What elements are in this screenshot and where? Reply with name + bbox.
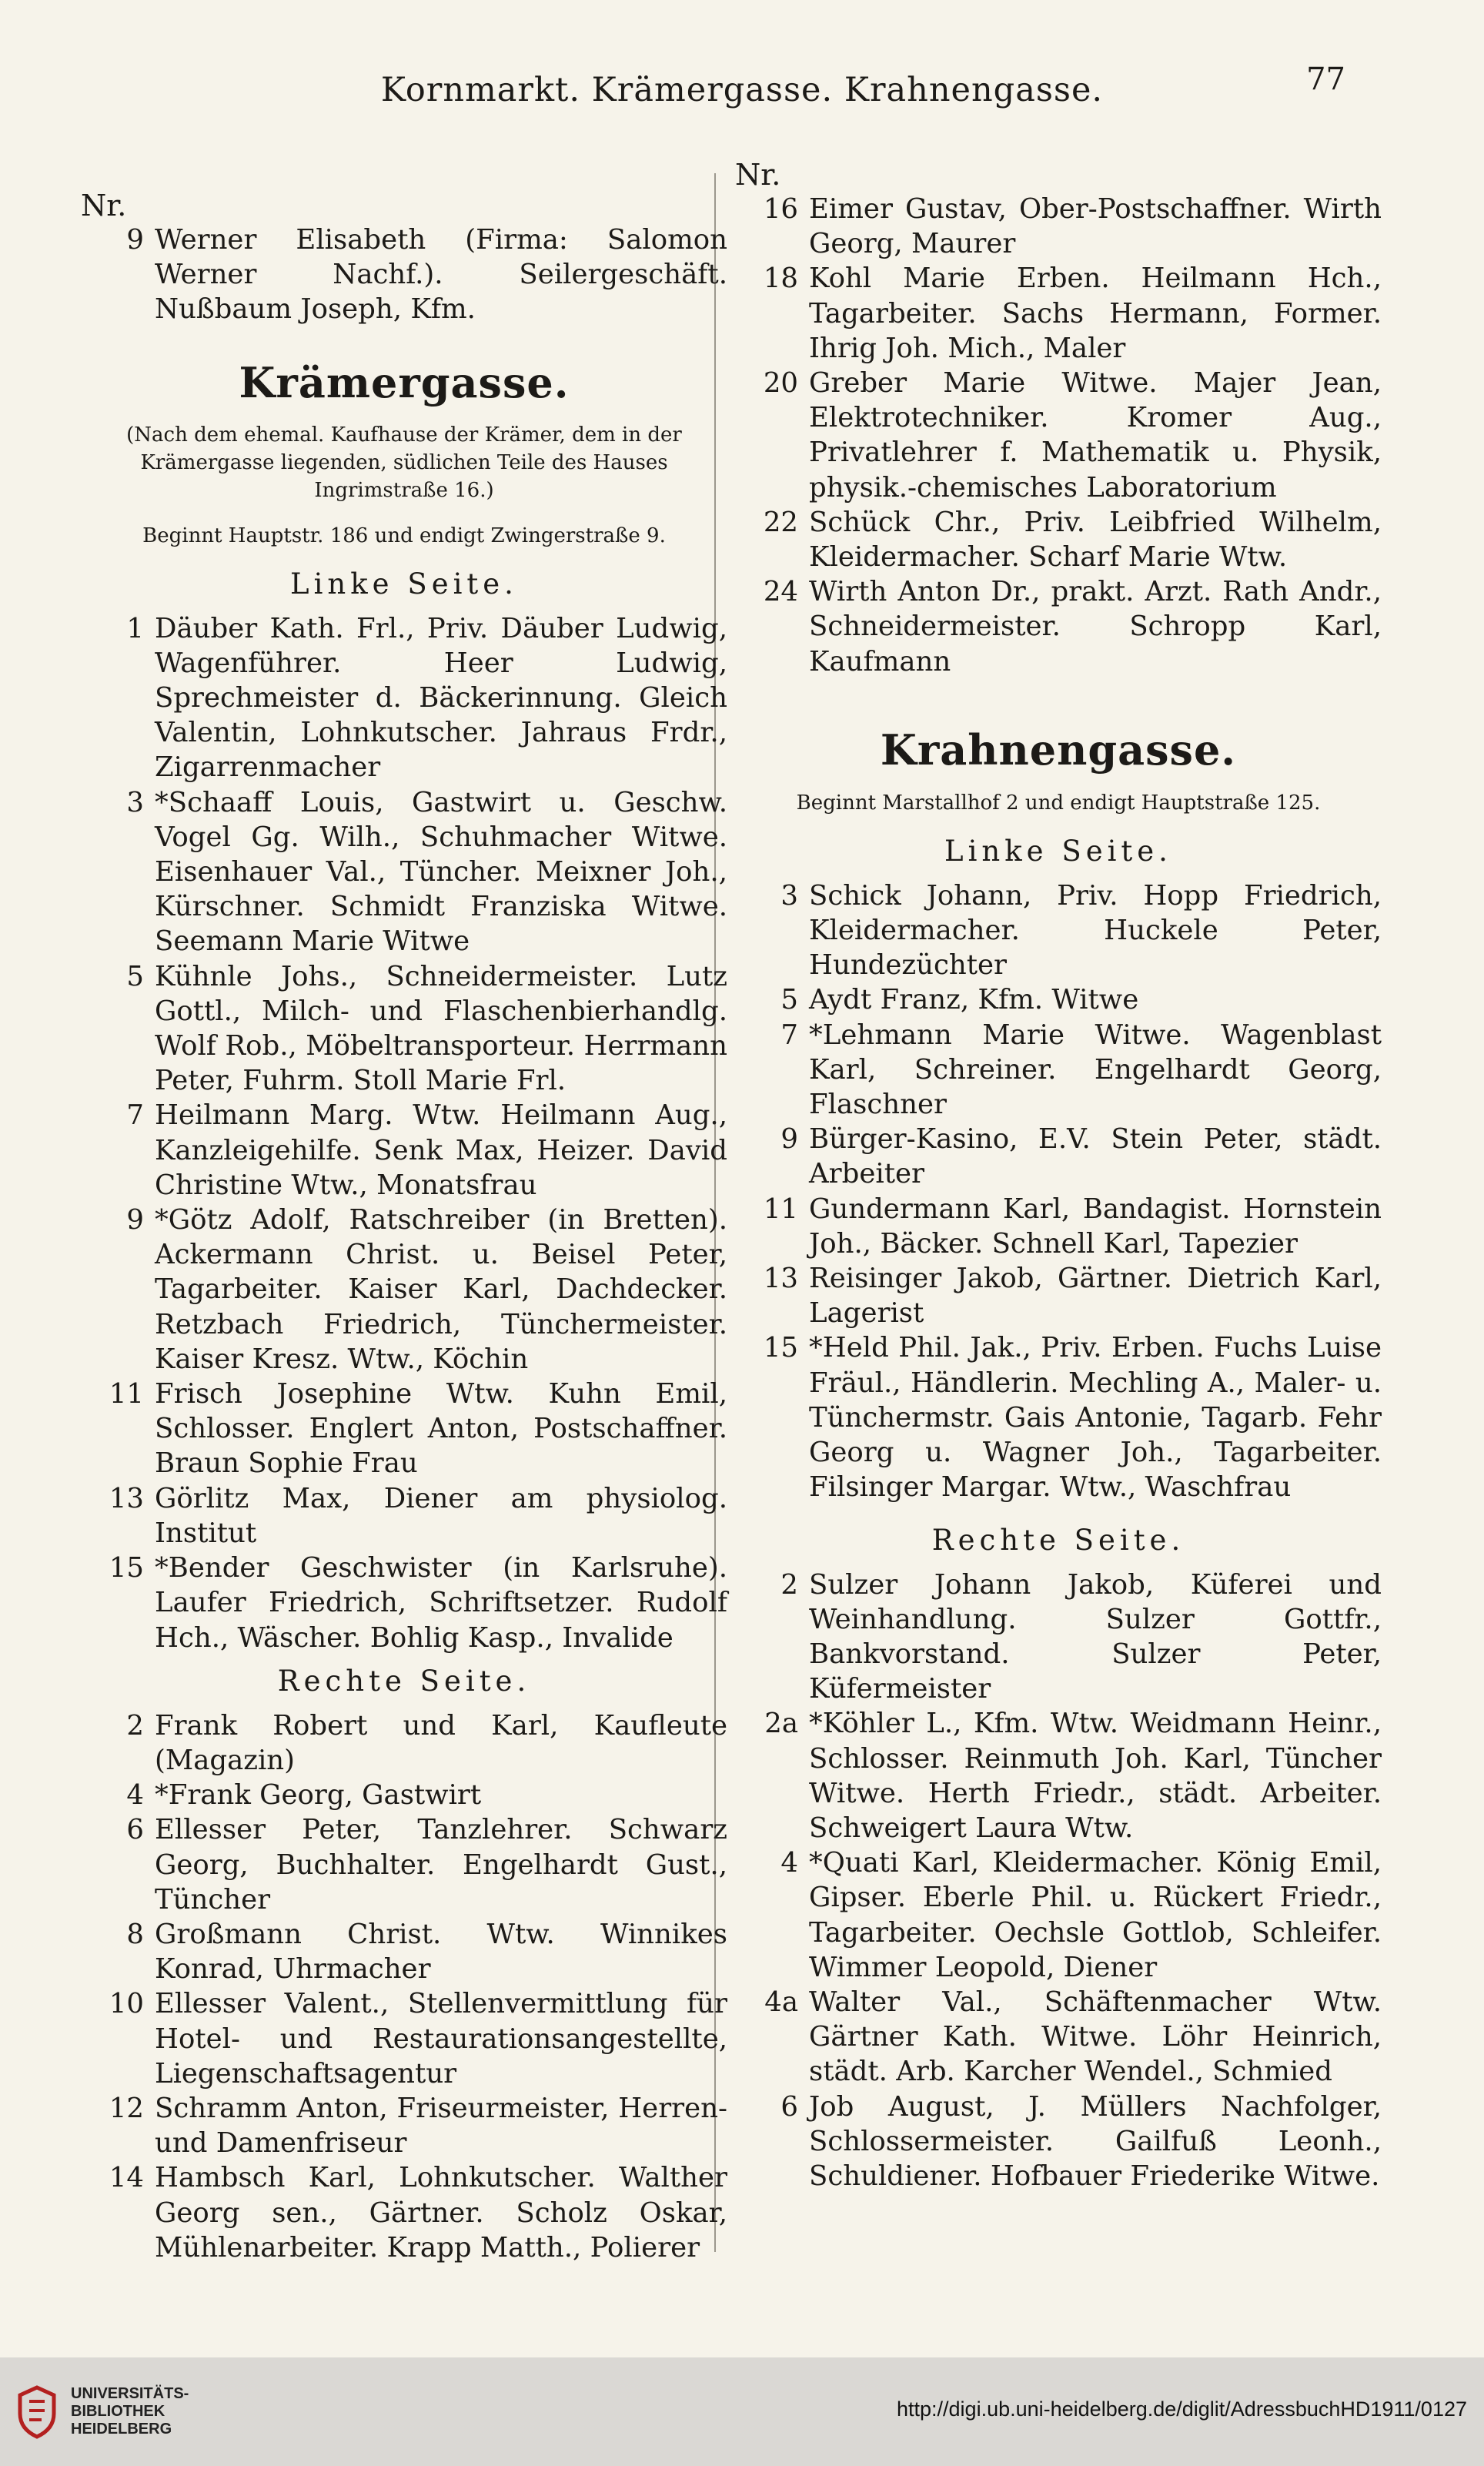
residents-text: *Held Phil. Jak., Priv. Erben. Fuchs Luise Fräul., Händlerin. Mechling A., Maler- u. Tünchermstr. Gais Antonie, Tagarb. Fehr Georg u. Wagner Joh., Tagarbeiter. Filsinger Margar. Wtw., Waschfrau bbox=[809, 1332, 1382, 1504]
house-number: 4 bbox=[780, 1847, 798, 1879]
residents-text: Reisinger Jakob, Gärtner. Dietrich Karl, Lagerist bbox=[809, 1263, 1382, 1330]
house-number: 22 bbox=[763, 506, 798, 538]
residents-text: Gundermann Karl, Bandagist. Hornstein Joh., Bäcker. Schnell Karl, Tapezier bbox=[809, 1193, 1382, 1260]
address-entry bbox=[81, 223, 727, 327]
viewer-footer bbox=[0, 2357, 1484, 2466]
house-number: 1 bbox=[126, 612, 144, 644]
page-number: 77 bbox=[1306, 62, 1345, 97]
house-number: 3 bbox=[126, 786, 144, 818]
house-number: 2 bbox=[780, 1568, 798, 1601]
address-entry bbox=[81, 1812, 727, 1917]
address-entry bbox=[735, 1192, 1382, 1261]
house-number: 15 bbox=[763, 1332, 798, 1364]
address-entry bbox=[735, 1985, 1382, 2090]
address-entry bbox=[81, 1708, 727, 1778]
address-entry bbox=[735, 1568, 1382, 1707]
residents-text: Job August, J. Müllers Nachfolger, Schlossermeister. Gailfuß Leonh., Schuldiener. Hofbauer Friederike Witwe. bbox=[809, 2090, 1382, 2192]
left-column bbox=[81, 189, 727, 2265]
house-number: 14 bbox=[109, 2162, 144, 2194]
address-entry bbox=[81, 1377, 727, 1481]
residents-text: *Bender Geschwister (in Karlsruhe). Laufer Friedrich, Schriftsetzer. Rudolf Hch., Wäscher. Bohlig Kasp., Invalide bbox=[155, 1552, 727, 1654]
house-number: 12 bbox=[109, 2092, 144, 2124]
residents-text: *Frank Georg, Gastwirt bbox=[155, 1779, 482, 1812]
residents-text: Werner Elisabeth (Firma: Salomon Werner Nachf.). Seilergeschäft. Nußbaum Joseph, Kfm. bbox=[155, 224, 727, 326]
address-entry bbox=[81, 1917, 727, 1986]
library-name: UNIVERSITÄTS- BIBLIOTHEK HEIDELBERG bbox=[71, 2385, 189, 2438]
residents-text: Frank Robert und Karl, Kaufleute (Magazin) bbox=[155, 1709, 727, 1776]
house-number: 11 bbox=[763, 1193, 798, 1225]
address-entry bbox=[735, 878, 1382, 983]
entry-list bbox=[735, 192, 1382, 679]
house-number: 24 bbox=[763, 576, 798, 608]
residents-text: Schück Chr., Priv. Leibfried Wilhelm, Kleidermacher. Scharf Marie Wtw. bbox=[809, 506, 1382, 574]
residents-text: *Lehmann Marie Witwe. Wagenblast Karl, Schreiner. Engelhardt Georg, Flaschner bbox=[809, 1019, 1382, 1121]
house-number: 3 bbox=[780, 879, 798, 912]
address-entry bbox=[81, 959, 727, 1099]
entry-list bbox=[735, 1568, 1382, 2194]
library-logo[interactable] bbox=[14, 2384, 189, 2440]
street-range: Beginnt Marstallhof 2 und endigt Hauptstraße 125. bbox=[796, 791, 1321, 815]
address-entry bbox=[735, 2090, 1382, 2194]
address-entry bbox=[735, 1845, 1382, 1985]
residents-text: Schick Johann, Priv. Hopp Friedrich, Kleidermacher. Huckele Peter, Hundezüchter bbox=[809, 879, 1382, 982]
address-entry bbox=[735, 574, 1382, 679]
residents-text: *Köhler L., Kfm. Wtw. Weidmann Heinr., Schlosser. Reinmuth Joh. Karl, Tüncher Witwe. Herth Friedr., städt. Arbeiter. Schweigert Laura Wtw. bbox=[809, 1708, 1382, 1844]
address-entry bbox=[81, 611, 727, 785]
address-entry bbox=[735, 1122, 1382, 1191]
address-entry bbox=[81, 1481, 727, 1551]
address-entry bbox=[735, 1261, 1382, 1330]
residents-text: Eimer Gustav, Ober-Postschaffner. Wirth Georg, Maurer bbox=[809, 193, 1382, 260]
house-number: 6 bbox=[126, 1814, 144, 1846]
house-number: 5 bbox=[780, 984, 798, 1016]
address-entry bbox=[81, 1203, 727, 1377]
house-number: 8 bbox=[126, 1918, 144, 1950]
page-url[interactable]: http://digi.ub.uni-heidelberg.de/diglit/AdressbuchHD1911/0127 bbox=[897, 2397, 1467, 2421]
side-heading-left: Linke Seite. bbox=[944, 834, 1172, 868]
address-entry bbox=[735, 1706, 1382, 1845]
address-entry bbox=[81, 2091, 727, 2160]
address-entry bbox=[81, 1986, 727, 2091]
house-number: 11 bbox=[109, 1378, 144, 1410]
residents-text: Schramm Anton, Friseurmeister, Herren- und Damenfriseur bbox=[155, 2092, 727, 2160]
house-number: 2 bbox=[126, 1709, 144, 1742]
right-column bbox=[735, 158, 1382, 2193]
residents-text: Wirth Anton Dr., prakt. Arzt. Rath Andr., Schneidermeister. Schropp Karl, Kaufmann bbox=[809, 576, 1382, 678]
house-number: 20 bbox=[763, 367, 798, 400]
entry-list bbox=[735, 878, 1382, 1505]
residents-text: Walter Val., Schäftenmacher Wtw. Gärtner Kath. Witwe. Löhr Heinrich, städt. Arb. Karcher Wendel., Schmied bbox=[809, 1986, 1382, 2088]
house-number: 7 bbox=[126, 1099, 144, 1132]
address-entry bbox=[81, 1551, 727, 1655]
residents-text: Heilmann Marg. Wtw. Heilmann Aug., Kanzleigehilfe. Senk Max, Heizer. David Christine Wtw., Monatsfrau bbox=[155, 1099, 727, 1201]
house-number: 4a bbox=[764, 1986, 798, 2018]
house-number: 6 bbox=[780, 2090, 798, 2123]
house-number: 13 bbox=[763, 1263, 798, 1295]
residents-text: Däuber Kath. Frl., Priv. Däuber Ludwig, Wagenführer. Heer Ludwig, Sprechmeister d. Bäckerinnung. Gleich Valentin, Lohnkutscher. Jahraus Frdr., Zigarrenmacher bbox=[155, 612, 727, 784]
house-number: 4 bbox=[126, 1779, 144, 1812]
house-number: 2a bbox=[764, 1708, 798, 1740]
residents-text: Görlitz Max, Diener am physiolog. Institut bbox=[155, 1482, 727, 1549]
address-entry bbox=[735, 261, 1382, 366]
residents-text: Kohl Marie Erben. Heilmann Hch., Tagarbeiter. Sachs Hermann, Former. Ihrig Joh. Mich., Maler bbox=[809, 263, 1382, 364]
entry-list bbox=[81, 611, 727, 1655]
address-entry bbox=[735, 1330, 1382, 1504]
library-logo-icon bbox=[14, 2384, 60, 2440]
address-entry bbox=[81, 1778, 727, 1812]
running-head: Kornmarkt. Krämergasse. Krahnengasse. bbox=[380, 71, 1104, 109]
residents-text: Frisch Josephine Wtw. Kuhn Emil, Schlosser. Englert Anton, Postschaffner. Braun Sophie Frau bbox=[155, 1378, 727, 1480]
residents-text: Bürger-Kasino, E.V. Stein Peter, städt. Arbeiter bbox=[809, 1123, 1382, 1190]
house-number: 9 bbox=[126, 1204, 144, 1236]
address-entry bbox=[735, 1018, 1382, 1123]
house-number: 9 bbox=[780, 1123, 798, 1156]
residents-text: Sulzer Johann Jakob, Küferei und Weinhandlung. Sulzer Gottfr., Bankvorstand. Sulzer Peter, Küfermeister bbox=[809, 1568, 1382, 1705]
house-number: 18 bbox=[763, 263, 798, 295]
entry-list bbox=[81, 1708, 727, 2265]
residents-text: Großmann Christ. Wtw. Winnikes Konrad, Uhrmacher bbox=[155, 1918, 727, 1986]
side-heading-left: Linke Seite. bbox=[290, 567, 518, 601]
side-heading-right: Rechte Seite. bbox=[277, 1664, 531, 1698]
street-heading: Krahnengasse. bbox=[880, 724, 1237, 775]
street-note: (Nach dem ehemal. Kaufhause der Krämer, dem in der Krämergasse liegenden, südlichen Teile des Hauses Ingrimstraße 16.) bbox=[126, 423, 682, 502]
address-entry bbox=[81, 1098, 727, 1203]
nr-label: Nr. bbox=[81, 189, 127, 223]
address-entry bbox=[735, 505, 1382, 574]
residents-text: Ellesser Valent., Stellenvermittlung für Hotel- und Restaurationsangestellte, Liegenschaftsagentur bbox=[155, 1988, 727, 2090]
house-number: 13 bbox=[109, 1482, 144, 1514]
address-entry bbox=[735, 192, 1382, 261]
nr-label: Nr. bbox=[735, 158, 781, 192]
address-entry bbox=[81, 785, 727, 959]
street-heading: Krämergasse. bbox=[239, 357, 570, 407]
house-number: 10 bbox=[109, 1988, 144, 2020]
side-heading-right: Rechte Seite. bbox=[931, 1523, 1185, 1557]
address-entry bbox=[81, 2160, 727, 2265]
residents-text: Greber Marie Witwe. Majer Jean, Elektrotechniker. Kromer Aug., Privatlehrer f. Mathematik u. Physik, physik.-chemisches Laboratorium bbox=[809, 367, 1382, 504]
residents-text: *Götz Adolf, Ratschreiber (in Bretten). Ackermann Christ. u. Beisel Peter, Tagarbeiter. Kaiser Karl, Dachdecker. Retzbach Friedrich, Tünchermeister. Kaiser Kresz. Wtw., Köchin bbox=[155, 1204, 727, 1375]
house-number: 5 bbox=[126, 960, 144, 992]
address-entry bbox=[735, 366, 1382, 505]
house-number: 7 bbox=[780, 1019, 798, 1051]
house-number: 9 bbox=[126, 224, 144, 256]
residents-text: Ellesser Peter, Tanzlehrer. Schwarz Georg, Buchhalter. Engelhardt Gust., Tüncher bbox=[155, 1814, 727, 1916]
house-number: 16 bbox=[763, 193, 798, 225]
address-entry bbox=[735, 982, 1382, 1017]
residents-text: *Quati Karl, Kleidermacher. König Emil, Gipser. Eberle Phil. u. Rückert Friedr., Tagarbeiter. Oechsle Gottlob, Schleifer. Wimmer Leopold, Diener bbox=[809, 1847, 1382, 1983]
residents-text: *Schaaff Louis, Gastwirt u. Geschw. Vogel Gg. Wilh., Schuhmacher Witwe. Eisenhauer Val., Tüncher. Meixner Joh., Kürschner. Schmidt Franziska Witwe. Seemann Marie Witwe bbox=[155, 786, 727, 958]
street-range: Beginnt Hauptstr. 186 und endigt Zwingerstraße 9. bbox=[142, 524, 666, 547]
residents-text: Kühnle Johs., Schneidermeister. Lutz Gottl., Milch- und Flaschenbierhandlg. Wolf Rob., Möbeltransporteur. Herrmann Peter, Fuhrm. Stoll Marie Frl. bbox=[155, 960, 727, 1097]
entry-list bbox=[81, 223, 727, 327]
residents-text: Aydt Franz, Kfm. Witwe bbox=[809, 984, 1139, 1016]
house-number: 15 bbox=[109, 1552, 144, 1584]
residents-text: Hambsch Karl, Lohnkutscher. Walther Georg sen., Gärtner. Scholz Oskar, Mühlenarbeiter. Krapp Matth., Polierer bbox=[155, 2162, 727, 2264]
